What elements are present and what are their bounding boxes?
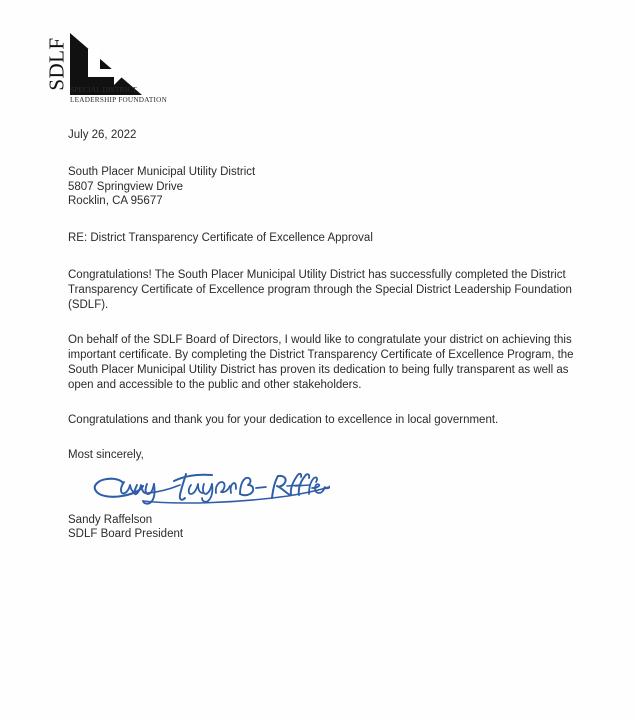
recipient-street: 5807 Springview Drive [68,180,184,193]
letter-date: July 26, 2022 [68,129,137,141]
recipient-address-block [68,165,576,209]
letter-paragraph-2: On behalf of the SDLF Board of Directors, I would like to congratulate your district on achieving this important certificate. By completing the District Transparency Certificate of Excellence Program, the South Placer Municipal Utility District has proven its dedication to being fully transparent as well as open and accessible to the public and other stakeholders. [68,333,574,391]
signer-block [68,513,576,542]
logo-tagline-line1: SPECIAL DISTRICT [70,86,138,94]
letter-paragraph-3: Congratulations and thank you for your dedication to excellence in local government. [68,413,499,426]
letter-subject-line: RE: District Transparency Certificate of Excellence Approval [68,231,373,244]
signature-block [68,469,576,513]
logo-tagline [70,86,167,105]
signer-name: Sandy Raffelson [68,513,153,526]
sdlf-logo [44,30,174,104]
logo-tagline-line2: LEADERSHIP FOUNDATION [70,95,168,104]
recipient-city-state-zip: Rocklin, CA 95677 [68,195,163,207]
letter-body [68,128,576,542]
letter-closing: Most sincerely, [68,448,144,461]
handwritten-signature-icon [88,465,330,509]
sdlf-wordmark [46,32,68,96]
signer-title: SDLF Board President [68,528,184,540]
sdlf-wordmark-text: SDLF [44,37,69,91]
letter-paragraph-1: Congratulations! The South Placer Municipal Utility District has successfully completed the District Transparency Certificate of Excellence program through the Special District Leadership Foundation (SDLF). [68,268,572,311]
letterhead [46,30,246,115]
recipient-organization: South Placer Municipal Utility District [68,166,256,178]
